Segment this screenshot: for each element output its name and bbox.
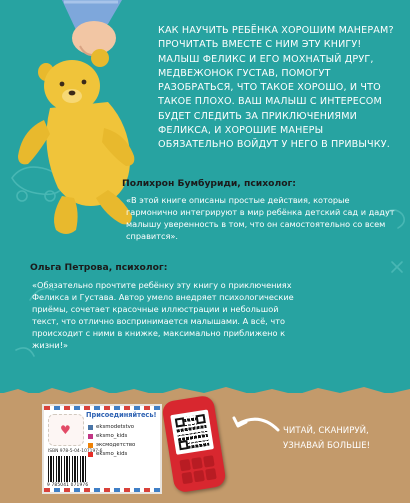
curved-arrow-icon [228,410,282,440]
qr-marker [175,417,185,427]
social-vk[interactable] [88,424,134,430]
review-author: Полихрон Бумбуриди, психолог: [122,178,296,189]
odnoklassniki-icon [88,443,93,448]
phone-screen [170,409,214,454]
qr-code[interactable] [175,414,210,450]
heart-icon: ♥ [60,423,71,437]
scan-slogan: ЧИТАЙ, СКАНИРУЙ, УЗНАВАЙ БОЛЬШЕ! [283,426,371,451]
vk-icon [88,425,93,430]
join-label: Присоединяйтесь! [86,411,157,419]
qr-marker [178,440,188,450]
publisher-badge [48,414,84,446]
social-handle: эксмодетство [96,442,136,448]
review-quote: «Обязательно прочтите ребёнку эту книгу о приключениях Феликса и Густава. Автор умело внедряет психологические приёмы, сочетает красочные иллюстрации и небольшой текст, что отлично воспринимается малышами. А всё, что происходит с ними в книжке, максимально приближено к жизни!» [32,280,294,350]
social-handle: eksmo_kids [96,451,128,457]
review-author: Ольга Петрова, психолог: [30,262,168,273]
social-handle: eksmodetstvo [96,424,135,430]
instagram-icon [88,434,93,439]
isbn: ISBN 978-5-04-107197-6 [48,449,103,454]
social-odnoklassniki[interactable] [88,442,135,448]
social-sticker-card [42,404,162,494]
review-quote: «В этой книге описаны простые действия, которые гармонично интегрируют в мир ребёнка детский сад и дадут малышу уверенность в том, что он самостоятельно со всем справится». [126,195,395,241]
barcode-number: 9 785041 071976 [47,483,89,488]
qr-marker [196,414,206,424]
social-instagram[interactable] [88,433,127,439]
airmail-stripe [44,406,160,410]
phone-keypad [179,455,216,484]
social-handle: eksmo_kids [96,433,128,439]
airmail-stripe [44,488,160,492]
barcode [48,456,88,482]
book-annotation: КАК НАУЧИТЬ РЕБЁНКА ХОРОШИМ МАНЕРАМ? ПРОЧИТАТЬ ВМЕСТЕ С НИМ ЭТУ КНИГУ! МАЛЫШ ФЕЛИКС И ЕГО МОХНАТЫЙ ДРУГ, МЕДВЕЖОНОК ГУСТАВ, ПОМОГУТ РАЗОБРАТЬСЯ, ЧТО ТАКОЕ ХОРОШО, И ЧТО ТАКОЕ ПЛОХО. ВАШ МАЛЫШ С ИНТЕРЕСОМ БУДЕТ СЛЕДИТЬ ЗА ПРИКЛЮЧЕНИЯМИ ФЕЛИКСА, И ХОРОШИЕ МАНЕРЫ ОБЯЗАТЕЛЬНО ВОЙДУТ У НЕГО В ПРИВЫЧКУ. [158,25,394,151]
